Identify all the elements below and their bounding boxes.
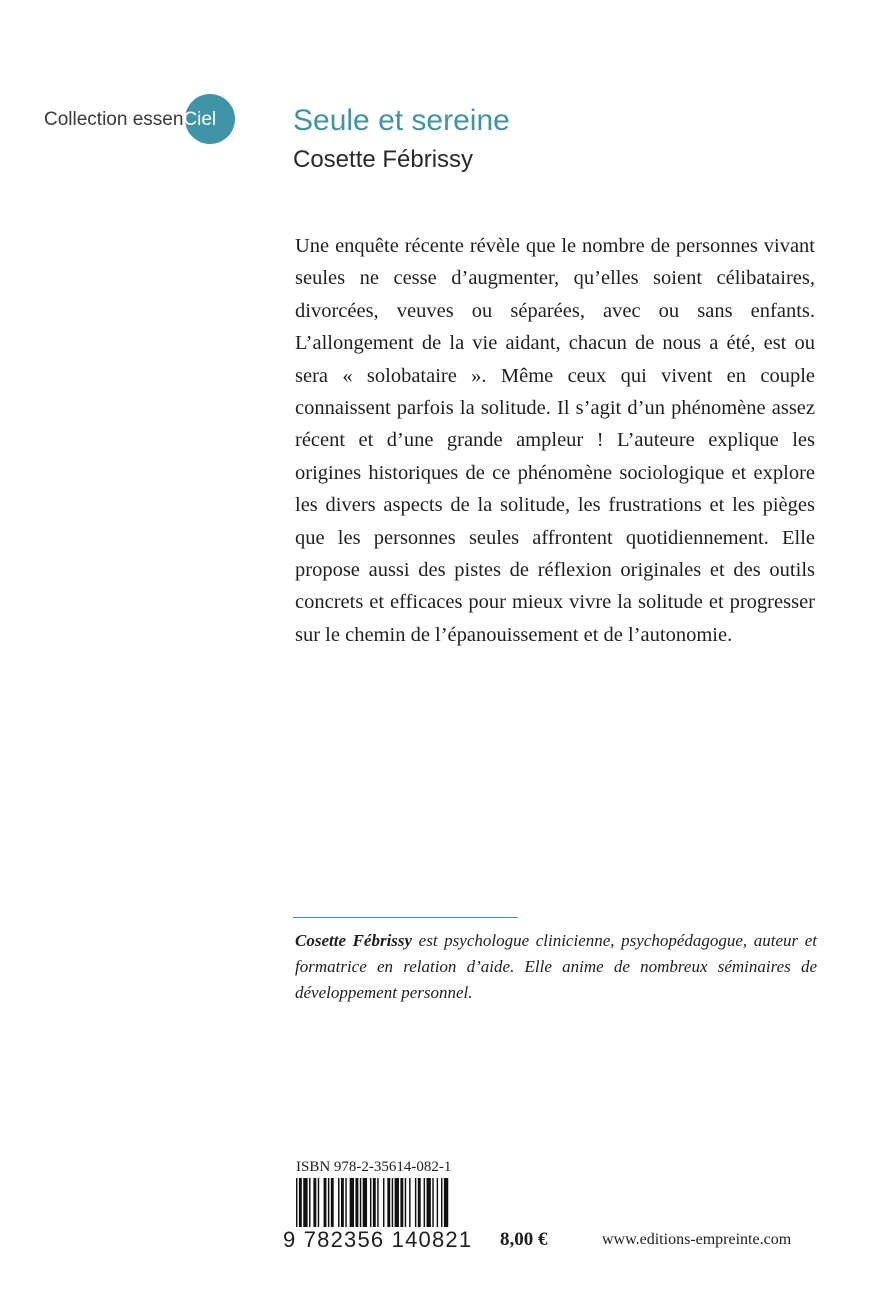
price: 8,00 € [500, 1229, 548, 1250]
collection-ciel-badge [183, 109, 216, 131]
book-blurb: Une enquête récente révèle que le nombre de personnes vivant seules ne cesse d’augmenter, qu’elles soient célibataires, divorcées, veuves ou séparées, avec ou sans enfants. L’allongement de la vie aidant, chacun de nous a été, est ou sera « solobataire ». Même ceux qui vivent en couple connaissent parfois la solitude. Il s’agit d’un phénomène assez récent et d’une grande ampleur ! L’auteure explique les origines historiques de ce phénomène sociologique et explore les divers aspects de la solitude, les frustrations et les pièges que les personnes seules affrontent quotidiennement. Elle propose aussi des pistes de réflexion originales et des outils concrets et efficaces pour mieux vivre la solitude et progresser sur le chemin de l’épanouissement et de l’autonomie. [295, 235, 815, 646]
bio-divider [293, 917, 518, 918]
book-title: Seule et sereine [293, 104, 510, 137]
publisher-website: www.editions-empreinte.com [602, 1231, 792, 1248]
bio-author-name: Cosette Fébrissy [295, 931, 413, 950]
collection-label: Collection essen [44, 109, 184, 130]
bio-text: est psychologue clinicienne, psychopédagogue, auteur et formatrice en relation d’aide. Elle anime de nombreux séminaires de développement personnel. [295, 931, 817, 1002]
author-bio [295, 928, 817, 1006]
isbn-label: ISBN 978-2-35614-082-1 [296, 1159, 452, 1175]
barcode-digits: 9 782356 140821 [283, 1227, 473, 1252]
collection-logo [44, 95, 216, 145]
book-author: Cosette Fébrissy [293, 146, 474, 173]
collection-ciel-text: Ciel [183, 109, 217, 130]
